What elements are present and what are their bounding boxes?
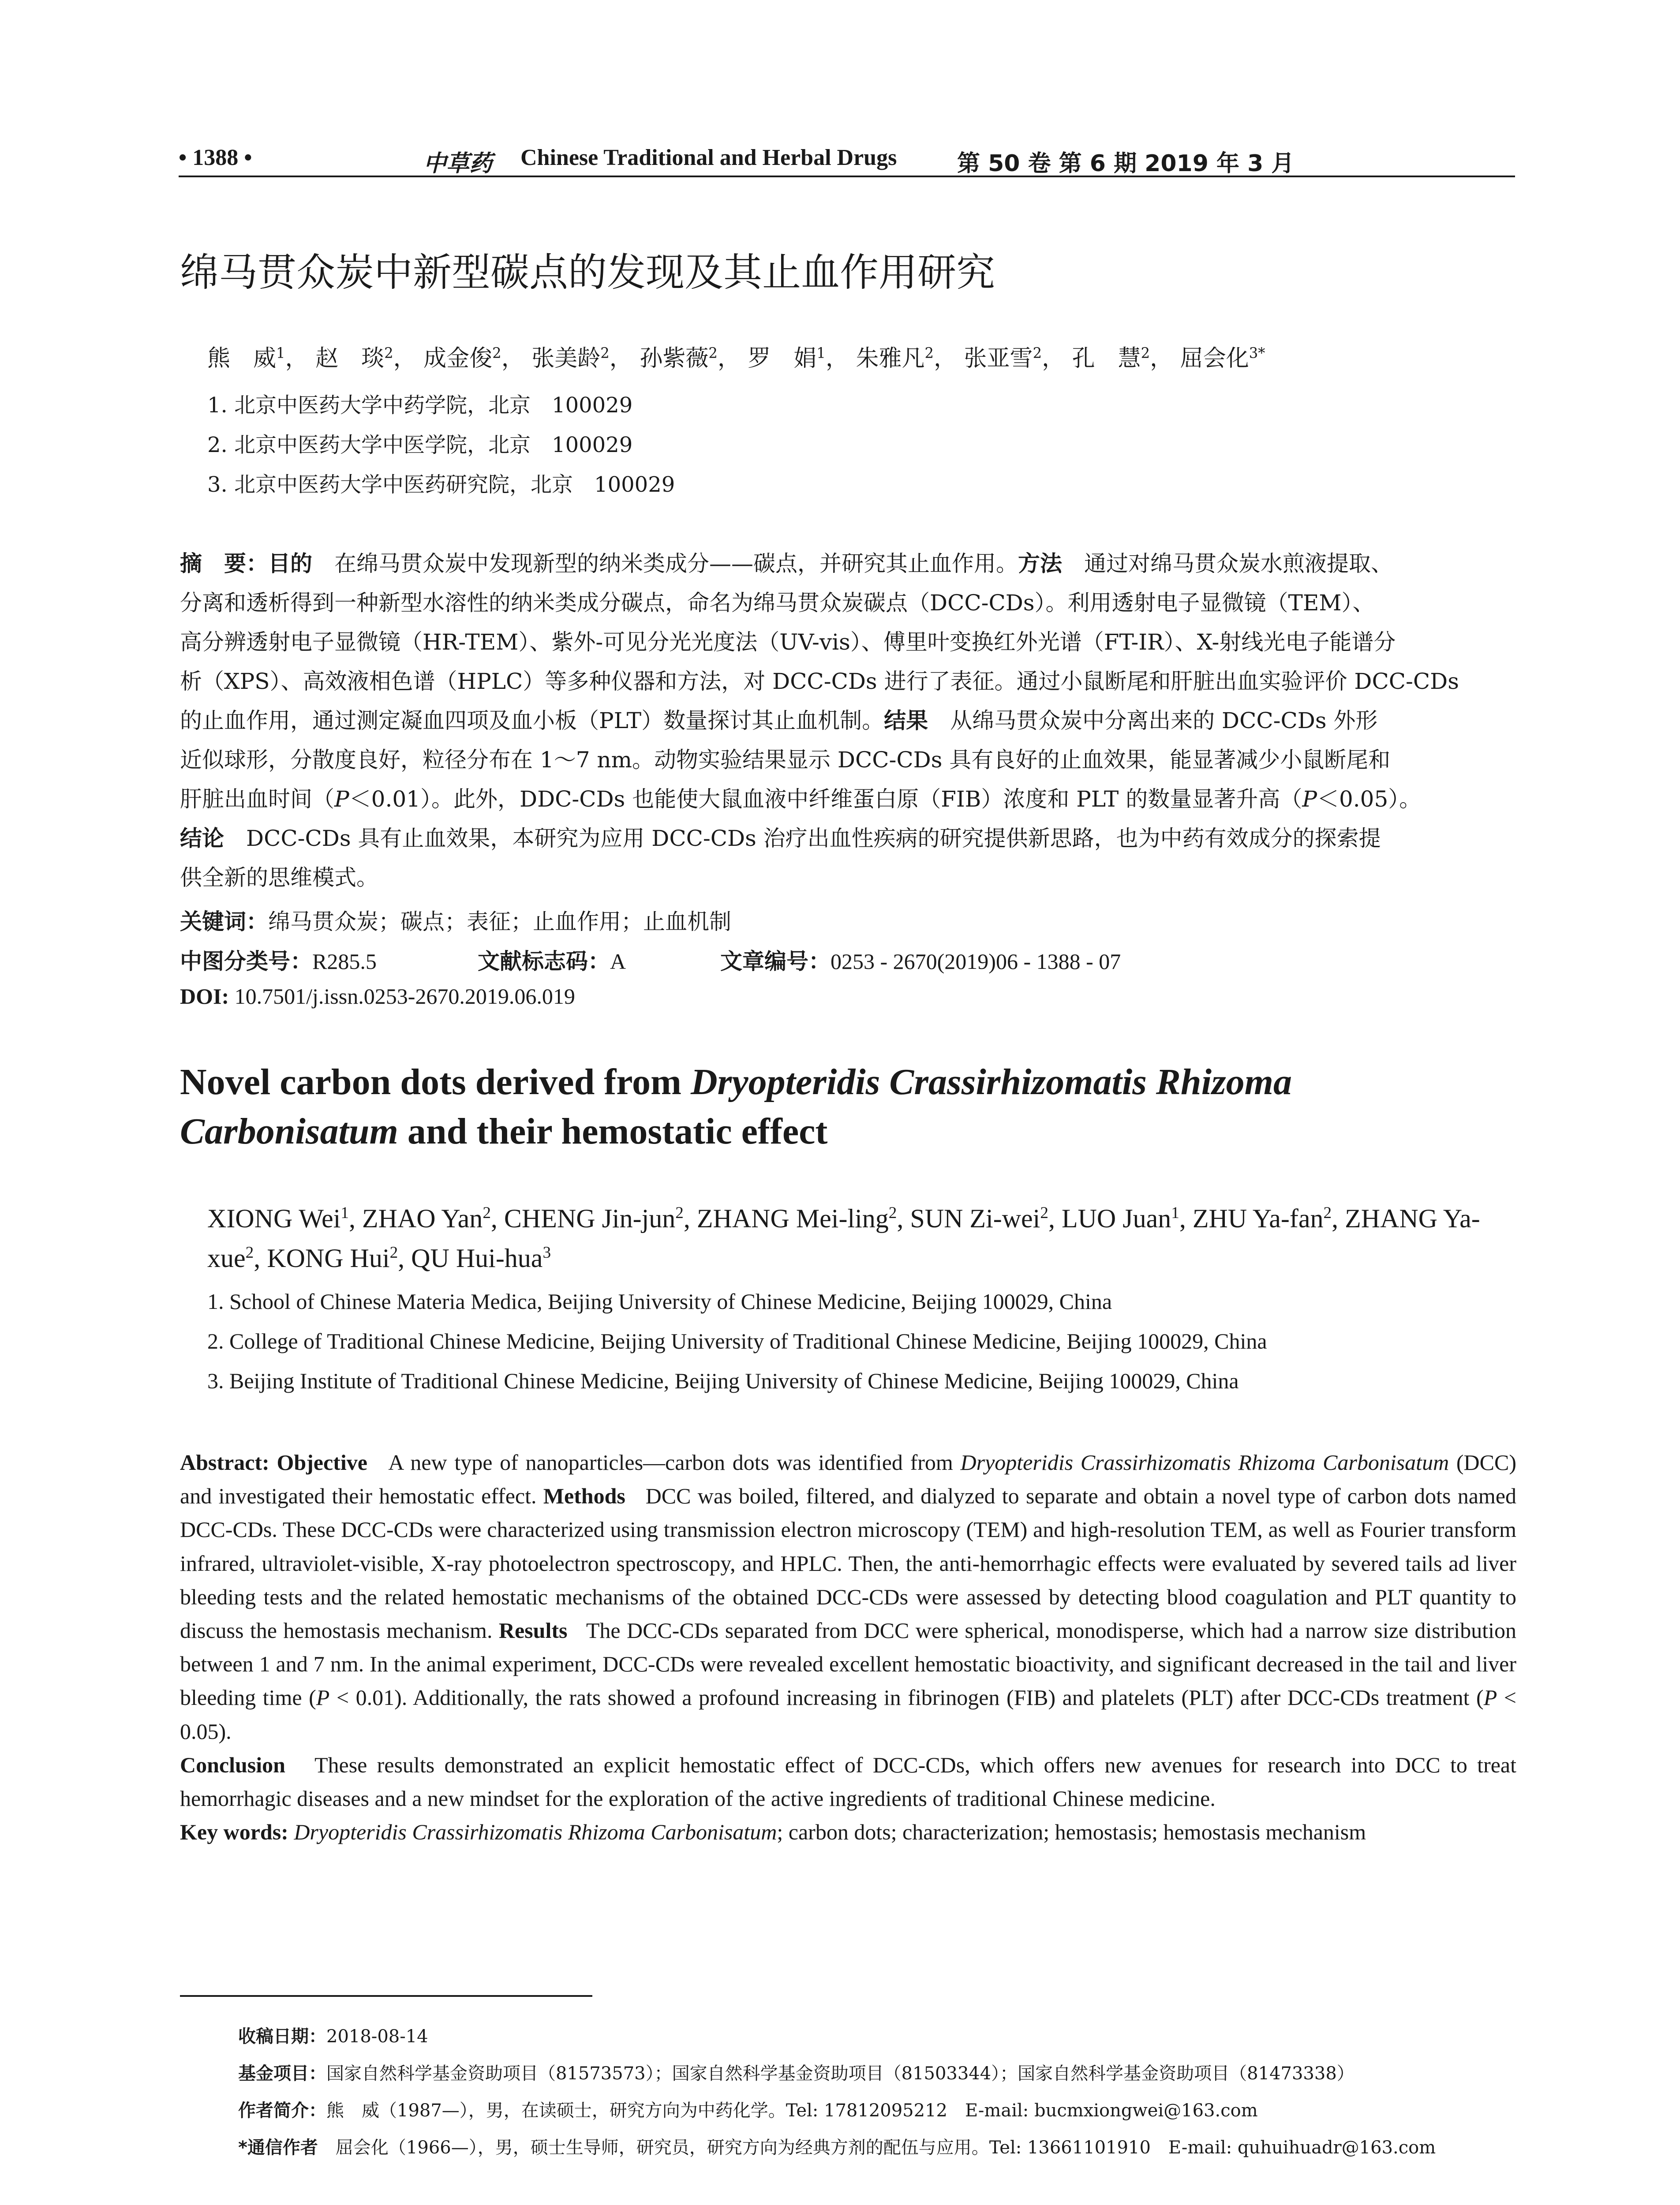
methods-label-cn: 方法 <box>1018 551 1062 576</box>
doc-code-label: 文献标志码： <box>478 949 610 974</box>
author-cn: 罗 娟$^1$， <box>748 344 849 372</box>
page-number: • 1388 • <box>179 145 252 170</box>
author-cn: 孔 慧$^2$， <box>1072 344 1173 372</box>
affiliation-cn-3: 3. 北京中医药大学中医药研究院，北京 100029 <box>207 472 675 497</box>
author-en: KONG Hui$^2$, <box>267 1244 412 1273</box>
keywords-label-cn: 关键词： <box>180 909 268 934</box>
methods-label-en: Methods <box>543 1484 625 1509</box>
results-label-en: Results <box>498 1618 568 1643</box>
doi-row <box>180 983 1516 1023</box>
page-title-en: Novel carbon dots derived from Dryopteridis Crassirhizomatis Rhizoma Carbonisatum and their hemostatic effect <box>180 1061 1292 1152</box>
author-en: ZHU Ya-fan$^2$, <box>1192 1204 1345 1233</box>
results-label-cn: 结果 <box>884 708 928 733</box>
classification-row <box>180 944 1516 983</box>
footnote-author: 作者简介：熊 威（1987—），男，在读硕士，研究方向为中药化学。Tel: 17812095212 E-mail: bucmxiongwei@163.com <box>238 2100 1258 2121</box>
p-value-symbol: P <box>334 786 349 812</box>
conclusion-label-cn: 结论 <box>180 826 224 851</box>
clc-value: R285.5 <box>312 949 377 974</box>
abstract-cn <box>180 546 1516 899</box>
abstract-text: 从绵马贯众炭中分离出来的 DCC-CDs 外形 <box>950 708 1378 733</box>
abstract-text: 在绵马贯众炭中发现新型的纳米类成分——碳点，并研究其止血作用。 <box>334 551 1018 576</box>
article-no-label: 文章编号： <box>720 949 831 974</box>
keywords-en: Key words: Dryopteridis Crassirhizomatis Rhizoma Carbonisatum; carbon dots; characterization; hemostasis; hemostasis mechanism <box>180 1820 1366 1845</box>
keywords-label-en: Key words: <box>180 1820 288 1845</box>
abstract-label-en: Abstract: <box>180 1450 269 1475</box>
abstract-text: 的止血作用，通过测定凝血四项及血小板（PLT）数量探讨其止血机制。 <box>180 708 884 733</box>
doi-label: DOI: <box>180 984 229 1009</box>
author-en: ZHAO Yan$^2$, <box>362 1204 504 1233</box>
affiliation-cn-2: 2. 北京中医药大学中医学院，北京 100029 <box>207 433 633 457</box>
abstract-text: 析（XPS）、高效液相色谱（HPLC）等多种仪器和方法，对 DCC-CDs 进行了表征。通过小鼠断尾和肝脏出血实验评价 DCC-CDs <box>180 669 1459 694</box>
author-cn: 张美龄$^2$， <box>531 344 632 372</box>
author-cn: 赵 琰$^2$， <box>315 344 416 372</box>
abstract-text: DCC-CDs 具有止血效果，本研究为应用 DCC-CDs 治疗出血性疾病的研究提供新思路，也为中药有效成分的探索提 <box>246 826 1381 851</box>
author-cn: 熊 威$^1$， <box>207 344 308 372</box>
author-en: ZHANG Mei-ling$^2$, <box>696 1204 910 1233</box>
p-value-symbol: P <box>1483 1685 1497 1710</box>
keywords-cn <box>180 904 1516 944</box>
author-en: XIONG Wei$^1$, <box>207 1204 362 1233</box>
doc-code-value: A <box>610 949 626 974</box>
p-value-symbol: P <box>1302 786 1317 812</box>
objective-label-en: Objective <box>277 1450 367 1475</box>
abstract-text: 肝脏出血时间（ <box>180 786 334 812</box>
abstract-en: Abstract: Objective A new type of nanoparticles—carbon dots was identified from Dryopteridis Crassirhizomatis Rhizoma Carbonisatum (DCC) and investigated their hemostatic effect. Methods DCC was boiled, filtered, and dialyzed to separate and obtain a novel type of carbon dots named DCC-CDs. These DCC-CDs were characterized using transmission electron microscopy (TEM) and high-resolution TEM, as well as Fourier transform infrared, ultraviolet-visible, X-ray photoelectron spectroscopy, and HPLC. Then, the anti-hemorrhagic effects were evaluated by severed tails ad liver bleeding tests and the related hemostatic mechanisms of the obtained DCC-CDs were assessed by detecting blood coagulation and PLT quantity to discuss the hemostasis mechanism. Results The DCC-CDs separated from DCC were spherical, monodisperse, which had a narrow size distribution between 1 and 7 nm. In the animal experiment, DCC-CDs were revealed excellent hemostatic bioactivity, and significant decreased in the tail and liver bleeding time (P < 0.01). Additionally, the rats showed a profound increasing in fibrinogen (FIB) and platelets (PLT) after DCC-CDs treatment (P < 0.05). Conclusion These results demonstrated an explicit hemostatic effect of DCC-CDs, which offers new avenues for research into DCC to treat hemorrhagic diseases and a new mindset for the exploration of the active ingredients of traditional Chinese medicine. Key words: Dryopteridis Crassirhizomatis Rhizoma Carbonisatum; carbon dots; characterization; hemostasis; hemostasis mechanism <box>180 1446 1516 1849</box>
conclusion-label-en: Conclusion <box>180 1752 285 1777</box>
p-value-symbol: P <box>316 1685 330 1710</box>
abstract-label-cn: 摘 要： <box>180 551 268 576</box>
article-no-value: 0253 - 2670(2019)06 - 1388 - 07 <box>831 949 1121 974</box>
header-rule <box>179 176 1515 177</box>
keywords-text-cn: 绵马贯众炭；碳点；表征；止血作用；止血机制 <box>268 909 731 934</box>
affiliation-cn-1: 1. 北京中医药大学中药学院，北京 100029 <box>207 393 633 418</box>
abstract-text: 分离和透析得到一种新型水溶性的纳米类成分碳点，命名为绵马贯众炭碳点（DCC-CDs）。利用透射电子显微镜（TEM）、 <box>180 590 1375 616</box>
affiliation-en-3: 3. Beijing Institute of Traditional Chinese Medicine, Beijing University of Chinese Medicine, Beijing 100029, China <box>207 1368 1239 1393</box>
journal-name-en: Chinese Traditional and Herbal Drugs <box>520 145 897 170</box>
objective-label-cn: 目的 <box>268 551 312 576</box>
author-en: ZHANG Ya-xue$^2$, <box>207 1204 1480 1273</box>
page-title-cn: 绵马贯众炭中新型碳点的发现及其止血作用研究 <box>180 250 995 295</box>
author-en: LUO Juan$^1$, <box>1061 1204 1193 1233</box>
doi-link[interactable]: 10.7501/j.issn.0253-2670.2019.06.019 <box>234 984 575 1009</box>
author-list-cn <box>207 340 1265 373</box>
author-en: SUN Zi-wei$^2$, <box>910 1204 1062 1233</box>
author-list-en <box>207 1199 1515 1278</box>
author-cn: 张亚雪$^2$， <box>964 344 1065 372</box>
journal-name-cn: 中草药 <box>423 150 493 177</box>
author-en: CHENG Jin-jun$^2$, <box>504 1204 697 1233</box>
abstract-text: 通过对绵马贯众炭水煎液提取、 <box>1084 551 1393 576</box>
author-cn: 成金俊$^2$， <box>423 344 524 372</box>
footnote-received: 收稿日期：2018-08-14 <box>238 2026 428 2047</box>
author-cn: 屈会化$^{3*}$ <box>1180 344 1265 372</box>
abstract-text: 供全新的思维模式。 <box>180 865 378 890</box>
affiliation-en-1: 1. School of Chinese Materia Medica, Beijing University of Chinese Medicine, Beijing 100029, China <box>207 1289 1112 1314</box>
running-header <box>179 140 1515 176</box>
author-cn: 孙紫薇$^2$， <box>640 344 741 372</box>
abstract-text: 近似球形，分散度良好，粒径分布在 1～7 nm。动物实验结果显示 DCC-CDs 具有良好的止血效果，能显著减少小鼠断尾和 <box>180 747 1391 773</box>
abstract-text: ＜0.05）。 <box>1317 786 1422 812</box>
abstract-text: 高分辨透射电子显微镜（HR-TEM）、紫外-可见分光光度法（UV-vis）、傅里叶变换红外光谱（FT-IR）、X-射线光电子能谱分 <box>180 629 1396 655</box>
abstract-text: ＜0.01）。此外，DDC-CDs 也能使大鼠血液中纤维蛋白原（FIB）浓度和 PLT 的数量显著升高（ <box>349 786 1302 812</box>
author-cn: 朱雅凡$^2$， <box>856 344 957 372</box>
author-en: QU Hui-hua$^3$ <box>411 1244 551 1273</box>
clc-label: 中图分类号： <box>180 949 312 974</box>
issue-info: 第 50 卷 第 6 期 2019 年 3 月 <box>957 150 1295 177</box>
affiliation-en-2: 2. College of Traditional Chinese Medicine, Beijing University of Traditional Chinese Medicine, Beijing 100029, China <box>207 1329 1267 1353</box>
footnote-rule <box>180 1995 592 1997</box>
footnote-corresponding: *通信作者 屈会化（1966—），男，硕士生导师，研究员，研究方向为经典方剂的配伍与应用。Tel: 13661101910 E-mail: quhuihuadr@163.com <box>238 2138 1436 2158</box>
footnote-funding: 基金项目：国家自然科学基金资助项目（81573573）；国家自然科学基金资助项目（81503344）；国家自然科学基金资助项目（81473338） <box>238 2063 1354 2084</box>
